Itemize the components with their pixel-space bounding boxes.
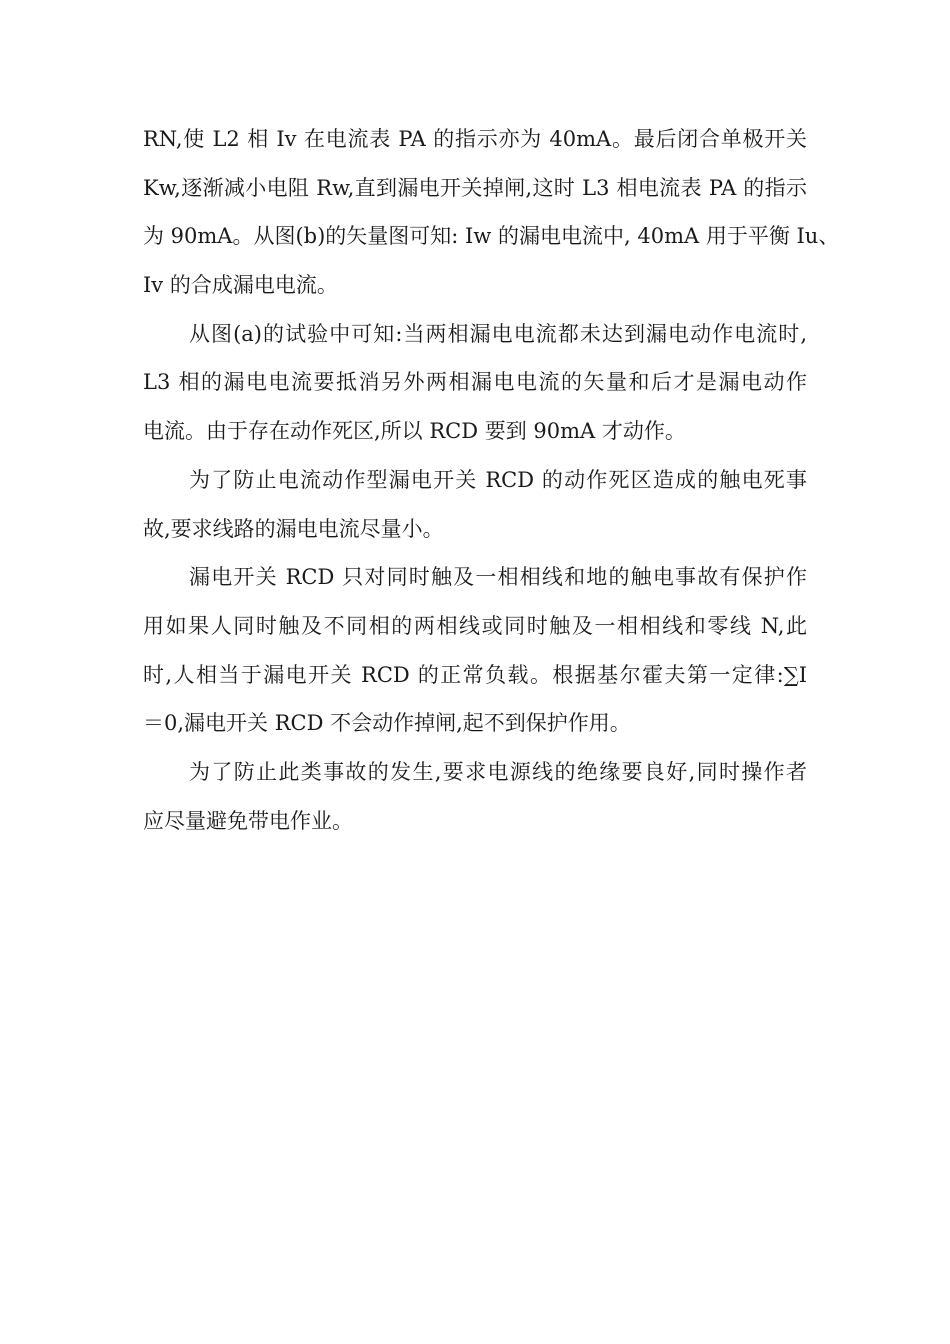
paragraph-4 bbox=[143, 553, 807, 748]
paragraph-1 bbox=[143, 115, 840, 310]
paragraph-2 bbox=[143, 310, 807, 456]
text-line: ＝0,漏电开关 RCD 不会动作掉闸,起不到保护作用。 bbox=[143, 711, 631, 736]
paragraph-5 bbox=[143, 748, 807, 845]
text-line: 电流。由于存在动作死区,所以 RCD 要到 90mA 才动作。 bbox=[143, 419, 686, 444]
text-line: L3 相的漏电电流要抵消另外两相漏电电流的矢量和后才是漏电动作 bbox=[143, 370, 807, 395]
text-line: 从图(a)的试验中可知:当两相漏电电流都未达到漏电动作电流时, bbox=[189, 321, 807, 346]
text-line: 应尽量避免带电作业。 bbox=[143, 808, 353, 833]
text-line: Kw,逐渐减小电阻 Rw,直到漏电开关掉闸,这时 L3 相电流表 PA 的指示 bbox=[143, 175, 807, 200]
text-line: 时,人相当于漏电开关 RCD 的正常负载。根据基尔霍夫第一定律:∑I bbox=[143, 662, 807, 687]
document-body bbox=[143, 115, 840, 845]
text-line: RN,使 L2 相 Iv 在电流表 PA 的指示亦为 40mA。最后闭合单极开关 bbox=[143, 127, 807, 151]
text-line: 为 90mA。从图(b)的矢量图可知: Iw 的漏电电流中, 40mA 用于平衡 Iu、 bbox=[143, 224, 840, 249]
text-line: 漏电开关 RCD 只对同时触及一相相线和地的触电事故有保护作 bbox=[189, 565, 807, 590]
text-line: Iv 的合成漏电电流。 bbox=[143, 273, 338, 298]
paragraph-3 bbox=[143, 456, 807, 553]
text-line: 为了防止此类事故的发生,要求电源线的绝缘要良好,同时操作者 bbox=[189, 759, 807, 784]
text-line: 故,要求线路的漏电电流尽量小。 bbox=[143, 516, 444, 541]
text-line: 为了防止电流动作型漏电开关 RCD 的动作死区造成的触电死事 bbox=[189, 467, 807, 492]
text-line: 用如果人同时触及不同相的两相线或同时触及一相相线和零线 N,此 bbox=[143, 613, 807, 638]
